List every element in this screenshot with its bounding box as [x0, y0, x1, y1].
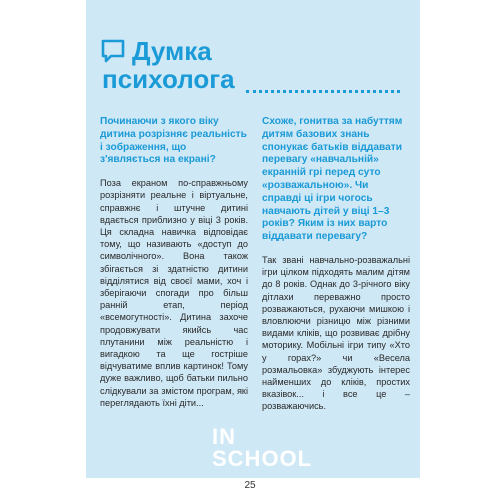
left-column: [100, 116, 248, 409]
logo-line-2: SCHOOL: [212, 446, 313, 471]
title-line-1: Думка: [132, 36, 212, 66]
right-answer: Так звані навчально-розважальні ігри цілком підходять малим дітям до 8 років. Однак до 3-річного віку дітлахи переважно просто розважаються, рухаючи мишкою і вловлюючи різницю між різними видами кліків, що розвиває дрібну моторику. Мобільні ігри типу «Хто у горах?» чи «Весела розмальовка» збуджують інтерес найменших до кліків, простих вказівок... і все це – розважаючись.: [262, 254, 410, 412]
left-question: Починаючи з якого віку дитина розрізняє реальність і зображення, що з'являється на екрані?: [100, 116, 247, 166]
right-question: Схоже, гонитва за набуттям дитям базових знань спонукає батьків віддавати перевагу «навчальній» екранній грі перед суто «розважальною». Чи справді ці ігри чогось навчають дітей у віці 1–3 років? Яким із них варто віддавати перевагу?: [262, 116, 403, 243]
logo-line-1: IN: [212, 424, 236, 449]
right-column: [262, 116, 410, 413]
page-number: 25: [244, 480, 256, 491]
chat-bubble-icon: [100, 38, 126, 64]
dotted-leader: [246, 78, 400, 93]
section-header: [100, 36, 400, 96]
left-answer: Поза екраном по-справжньому розрізняти реальне і віртуальне, справжнє і штучне дитині вдається приблизно у віці 3 років. Ця складна навичка відповідає тому, що називають «доступ до символічного». Вона також збігається зі здатністю дитини відділятися від своєї мами, хоч і зберігаючи спогади про більш ранній етап, період «всемогутності». Дитина захоче продовжувати якийсь час плутанини між реальністю і вигадкою та ще гостріше відчуватиме вплив картинок! Тому дуже важливо, щоб батьки пильно слідкували за змістом програм, які переглядають їхні діти...: [100, 178, 248, 408]
in-school-logo: [212, 426, 312, 470]
title-line-2: психолога: [102, 64, 235, 94]
